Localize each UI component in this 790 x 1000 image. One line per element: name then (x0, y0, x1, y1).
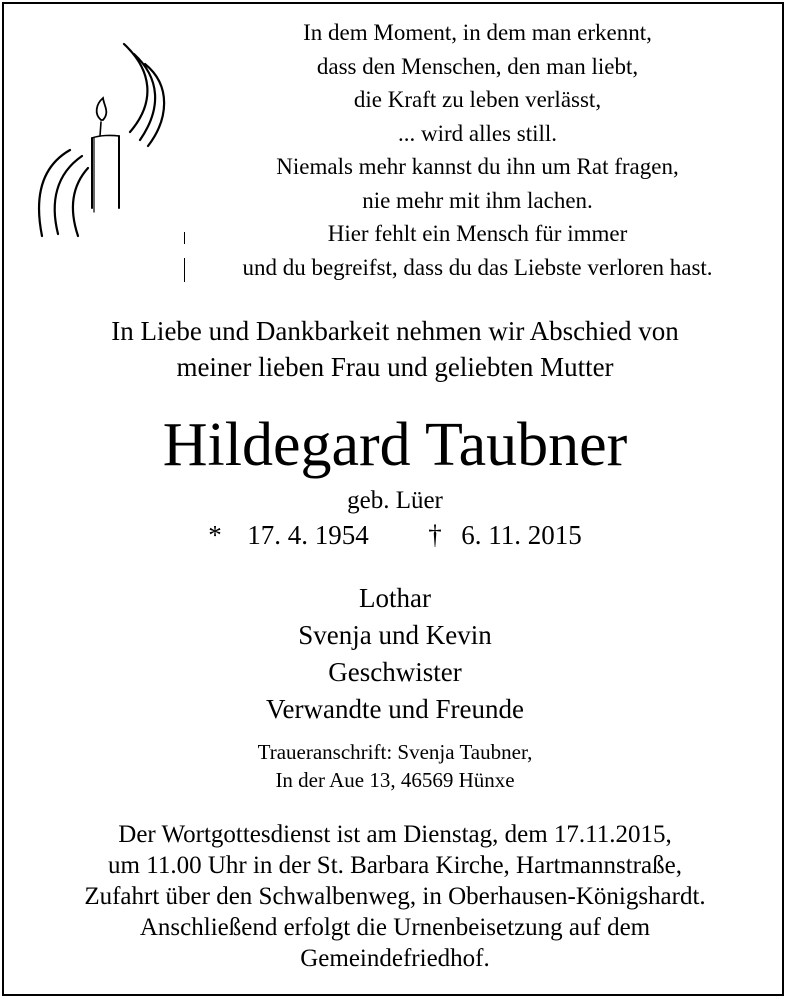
poem-line: ... wird alles still. (397, 120, 558, 146)
intro-text (0, 313, 790, 385)
service-line: Anschließend erfolgt die Urnenbeisetzung auf dem (139, 914, 651, 941)
poem-line: dass den Menschen, den man liebt, (316, 53, 639, 79)
birth-date: 17. 4. 1954 (247, 520, 369, 550)
family-member: Geschwister (328, 657, 462, 687)
candle-icon (30, 40, 180, 240)
service-line: Gemeindefriedhof. (300, 945, 490, 972)
service-line: Zufahrt über den Schwalbenweg, in Oberhausen-Königshardt. (84, 883, 706, 910)
family-member: Verwandte und Freunde (266, 694, 524, 724)
death-symbol: † (428, 520, 442, 550)
address-line: Traueranschrift: Svenja Taubner, (257, 740, 533, 764)
family-member: Lothar (359, 583, 431, 613)
intro-line: In Liebe und Dankbarkeit nehmen wir Abschied von (111, 316, 679, 346)
death-date: 6. 11. 2015 (461, 520, 582, 550)
poem (180, 16, 775, 284)
service-info (0, 819, 790, 974)
intro-line: meiner lieben Frau und geliebten Mutter (176, 352, 614, 382)
deceased-name: Hildegard Taubner (162, 411, 628, 479)
family-list (0, 580, 790, 728)
address-line: In der Aue 13, 46569 Hünxe (275, 768, 515, 792)
poem-line: Niemals mehr kannst du ihn um Rat fragen, (276, 154, 679, 179)
service-line: um 11.00 Uhr in der St. Barbara Kirche, Hartmannstraße, (108, 852, 682, 879)
mourning-address (0, 738, 790, 794)
poem-line: In dem Moment, in dem man erkennt, (303, 20, 652, 45)
poem-line: nie mehr mit ihm lachen. (362, 187, 593, 213)
service-line: Der Wortgottesdienst ist am Dienstag, dem 17.11.2015, (118, 821, 672, 848)
poem-line: Hier fehlt ein Mensch für immer (327, 221, 628, 246)
poem-line: und du begreifst, dass du das Liebste verloren hast. (242, 254, 713, 280)
born-name: geb. Lüer (347, 487, 443, 514)
family-member: Svenja und Kevin (298, 620, 492, 650)
poem-line: die Kraft zu leben verlässt, (353, 87, 602, 112)
birth-symbol: * (208, 520, 222, 550)
life-dates (0, 518, 790, 552)
